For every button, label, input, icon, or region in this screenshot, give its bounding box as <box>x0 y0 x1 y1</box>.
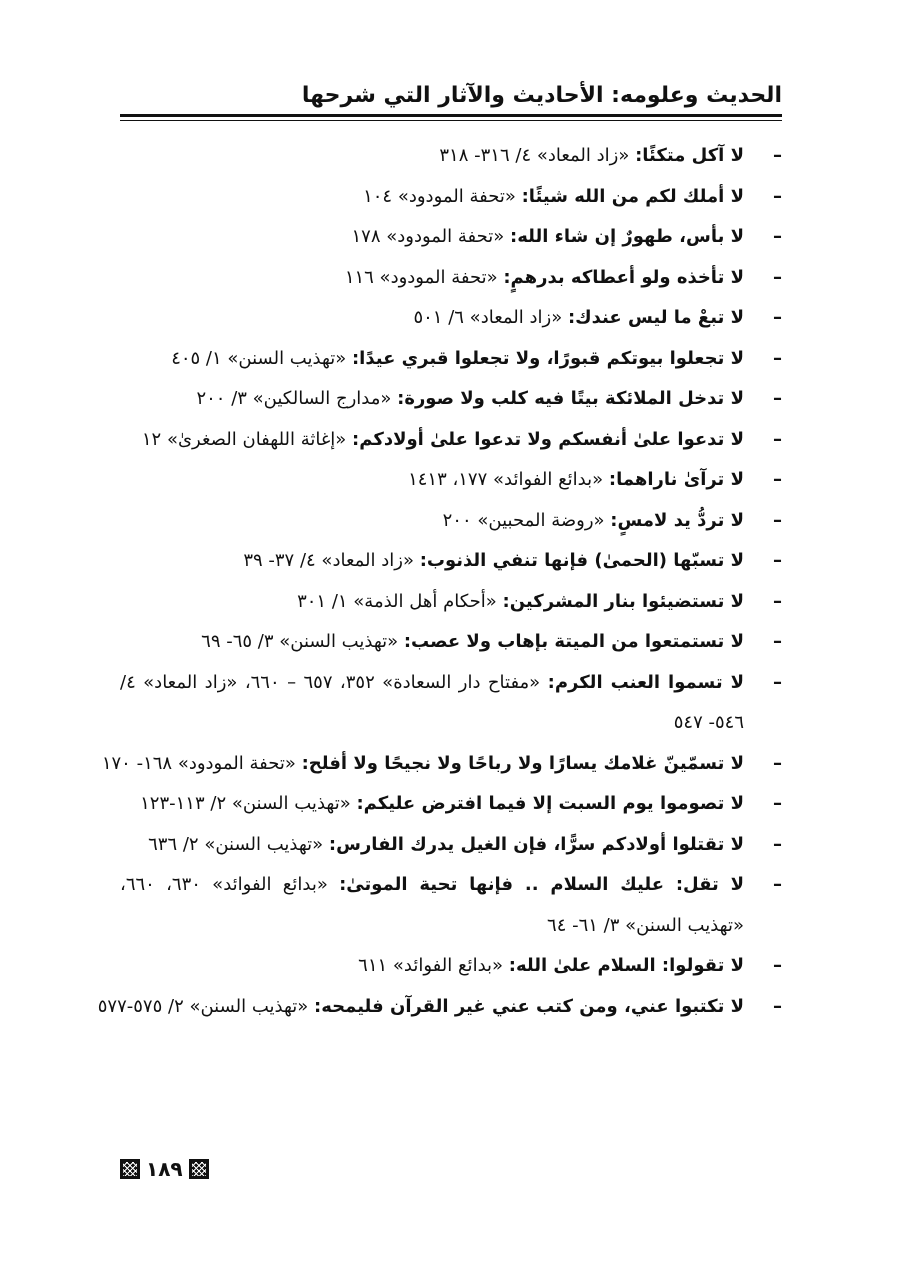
entry-dash: – <box>773 631 782 652</box>
source-reference: «مدارج السالكين» ٣/ ٢٠٠ <box>196 388 398 409</box>
hadith-text: لا ترآىٰ ناراهما: <box>608 469 744 490</box>
source-reference: «تهذيب السنن» ٣/ ٦٥- ٦٩ <box>201 631 404 652</box>
hadith-text: لا تقل: عليك السلام .. فإنها تحية الموتىٰ: <box>339 874 745 895</box>
entry-dash: – <box>773 307 782 328</box>
hadith-text: لا تستضيئوا بنار المشركين: <box>502 590 744 612</box>
index-entry <box>120 258 782 299</box>
hadith-text: لا تقولوا: السلام علىٰ الله: <box>508 955 744 976</box>
hadith-text: لا تسمّينّ غلامك يسارًا ولا رباحًا ولا نجيحًا ولا أفلح: <box>301 752 744 774</box>
hadith-text: لا تستمتعوا من الميتة بإهاب ولا عصب: <box>403 631 744 652</box>
entry-dash: – <box>773 752 782 774</box>
index-entry <box>120 501 782 542</box>
index-entry <box>120 865 782 946</box>
source-reference: «بدائع الفوائد» ١٧٧، ١٤١٣ <box>408 469 609 490</box>
source-reference: «أحكام أهل الذمة» ١/ ٣٠١ <box>297 590 503 612</box>
hadith-text: لا بأس، طهورٌ إن شاء الله: <box>510 226 744 247</box>
source-reference: «تهذيب السنن» ١/ ٤٠٥ <box>171 347 352 369</box>
hadith-text: لا تسموا العنب الكرم: <box>547 671 744 693</box>
hadith-text: لا تصوموا يوم السبت إلا فيما افترض عليكم: <box>356 793 744 814</box>
source-reference: «بدائع الفوائد» ٦١١ <box>358 955 509 976</box>
index-entry <box>120 177 782 218</box>
source-reference: «تهذيب السنن» ٢/ ٦٣٦ <box>148 833 329 855</box>
index-entry <box>120 784 782 825</box>
hadith-text: لا تدخل الملائكة بيتًا فيه كلب ولا صورة: <box>397 388 744 409</box>
entry-dash: – <box>773 469 782 490</box>
index-entry <box>120 298 782 339</box>
index-entry <box>120 622 782 663</box>
page-footer <box>120 1157 209 1181</box>
hadith-text: لا تبعْ ما ليس عندك: <box>567 307 744 328</box>
entry-dash: – <box>773 266 782 288</box>
index-entry <box>120 136 782 177</box>
hadith-text: لا أملك لكم من الله شيئًا: <box>521 185 744 207</box>
index-entry <box>120 460 782 501</box>
index-entry <box>120 420 782 461</box>
ornament-right-icon <box>189 1159 209 1179</box>
hadith-text: لا تردُّ يد لامسٍ: <box>610 509 744 531</box>
entry-dash: – <box>773 388 782 409</box>
entry-dash: – <box>773 145 782 166</box>
index-entry <box>120 541 782 582</box>
index-entry <box>101 744 782 785</box>
running-header-title: الحديث وعلومه: الأحاديث والآثار التي شرحها <box>301 83 782 108</box>
index-entry <box>120 825 782 866</box>
entry-dash: – <box>773 995 782 1017</box>
source-reference: «تحفة المودود» ١٧٨ <box>351 226 510 247</box>
source-reference: «زاد المعاد» ٤/ ٣٧- ٣٩ <box>243 550 420 571</box>
entry-dash: – <box>773 874 782 895</box>
source-reference: «تحفة المودود» ١٦٨- ١٧٠ <box>101 752 302 774</box>
entry-dash: – <box>773 428 782 450</box>
entry-dash: – <box>773 671 782 693</box>
hadith-text: لا تجعلوا بيوتكم قبورًا، ولا تجعلوا قبري عيدًا: <box>351 347 744 369</box>
source-reference: «بدائع الفوائد» ٦٣٠، ٦٦٠، «تهذيب السنن» ٣/ ٦١- ٦٤ <box>120 874 744 936</box>
hadith-text: لا تكتبوا عني، ومن كتب عني غير القرآن فليمحه: <box>314 995 744 1017</box>
index-entry <box>120 217 782 258</box>
entry-dash: – <box>773 590 782 612</box>
index-entry <box>120 379 782 420</box>
source-reference: «روضة المحبين» ٢٠٠ <box>442 509 611 531</box>
source-reference: «زاد المعاد» ٤/ ٣١٦- ٣١٨ <box>439 145 636 166</box>
source-reference: «زاد المعاد» ٦/ ٥٠١ <box>413 307 568 328</box>
header-rule-thick <box>120 114 782 117</box>
hadith-text: لا تسبّها (الحمىٰ) فإنها تنفي الذنوب: <box>419 550 744 571</box>
entry-dash: – <box>773 550 782 571</box>
hadith-text: لا تدعوا علىٰ أنفسكم ولا تدعوا علىٰ أولادكم: <box>352 428 744 450</box>
entry-dash: – <box>773 509 782 531</box>
index-entry <box>97 987 782 1028</box>
entry-dash: – <box>773 185 782 207</box>
entry-dash: – <box>773 955 782 976</box>
hadith-text: لا آكل متكئًا: <box>635 145 744 166</box>
source-reference: «تحفة المودود» ١١٦ <box>344 266 504 288</box>
index-entry <box>120 339 782 380</box>
entry-dash: – <box>773 793 782 814</box>
hadith-index-list <box>97 136 782 1027</box>
source-reference: «تهذيب السنن» ٢/ ١١٣-١٢٣ <box>140 793 357 814</box>
header-rule-thin <box>120 120 782 121</box>
source-reference: «تهذيب السنن» ٢/ ٥٧٥-٥٧٧ <box>97 995 315 1017</box>
index-entry <box>120 582 782 623</box>
source-reference: «إغاثة اللهفان الصغرىٰ» ١٢ <box>141 428 353 450</box>
ornament-left-icon <box>120 1159 140 1179</box>
index-entry <box>120 946 782 987</box>
source-reference: «تحفة المودود» ١٠٤ <box>363 185 522 207</box>
entry-dash: – <box>773 347 782 369</box>
page-number: ١٨٩ <box>146 1157 183 1181</box>
source-reference: «مفتاح دار السعادة» ٣٥٢، ٦٥٧ – ٦٦٠، «زاد المعاد» ٤/ ٥٤٦- ٥٤٧ <box>120 671 744 733</box>
entry-dash: – <box>773 226 782 247</box>
hadith-text: لا تقتلوا أولادكم سرًّا، فإن الغيل يدرك الفارس: <box>328 833 744 855</box>
entry-dash: – <box>773 833 782 855</box>
hadith-text: لا تأخذه ولو أعطاكه بدرهمٍ: <box>503 266 744 288</box>
index-entry <box>120 663 782 744</box>
